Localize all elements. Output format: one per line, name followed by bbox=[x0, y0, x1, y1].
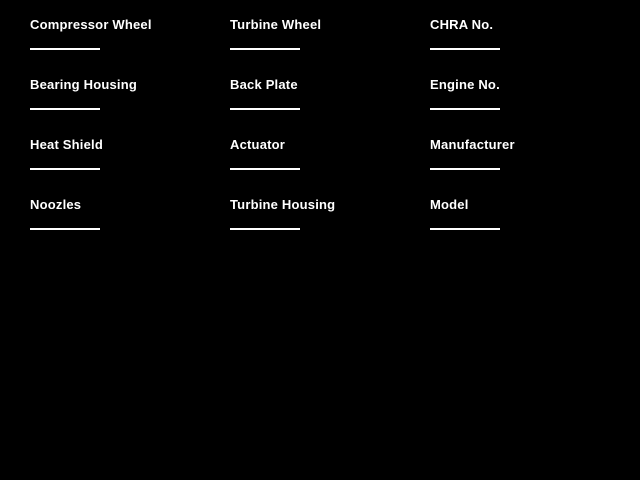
field-label-chra-no: CHRA No. bbox=[430, 17, 494, 32]
field-input-line-turbine-housing[interactable] bbox=[230, 228, 300, 230]
field-noozles bbox=[30, 197, 230, 257]
field-input-line-bearing-housing[interactable] bbox=[30, 108, 100, 110]
field-turbine-housing bbox=[230, 197, 430, 257]
field-compressor-wheel bbox=[30, 17, 230, 77]
field-input-line-turbine-wheel[interactable] bbox=[230, 48, 300, 50]
field-input-line-chra-no[interactable] bbox=[430, 48, 500, 50]
field-model bbox=[430, 197, 630, 257]
field-input-line-manufacturer[interactable] bbox=[430, 168, 500, 170]
field-label-manufacturer: Manufacturer bbox=[430, 137, 515, 152]
parts-form-grid bbox=[30, 17, 630, 257]
field-label-engine-no: Engine No. bbox=[430, 77, 500, 92]
field-input-line-compressor-wheel[interactable] bbox=[30, 48, 100, 50]
field-label-heat-shield: Heat Shield bbox=[30, 137, 103, 152]
field-actuator bbox=[230, 137, 430, 197]
field-input-line-actuator[interactable] bbox=[230, 168, 300, 170]
field-engine-no bbox=[430, 77, 630, 137]
field-back-plate bbox=[230, 77, 430, 137]
field-input-line-engine-no[interactable] bbox=[430, 108, 500, 110]
field-input-line-back-plate[interactable] bbox=[230, 108, 300, 110]
field-label-actuator: Actuator bbox=[230, 137, 286, 152]
field-label-back-plate: Back Plate bbox=[230, 77, 298, 92]
field-chra-no bbox=[430, 17, 630, 77]
field-turbine-wheel bbox=[230, 17, 430, 77]
field-label-model: Model bbox=[430, 197, 469, 212]
field-label-turbine-wheel: Turbine Wheel bbox=[230, 17, 322, 32]
field-manufacturer bbox=[430, 137, 630, 197]
field-input-line-heat-shield[interactable] bbox=[30, 168, 100, 170]
field-input-line-model[interactable] bbox=[430, 228, 500, 230]
field-label-turbine-housing: Turbine Housing bbox=[230, 197, 336, 212]
field-label-noozles: Noozles bbox=[30, 197, 82, 212]
field-label-bearing-housing: Bearing Housing bbox=[30, 77, 138, 92]
field-heat-shield bbox=[30, 137, 230, 197]
field-bearing-housing bbox=[30, 77, 230, 137]
field-input-line-noozles[interactable] bbox=[30, 228, 100, 230]
field-label-compressor-wheel: Compressor Wheel bbox=[30, 17, 152, 32]
